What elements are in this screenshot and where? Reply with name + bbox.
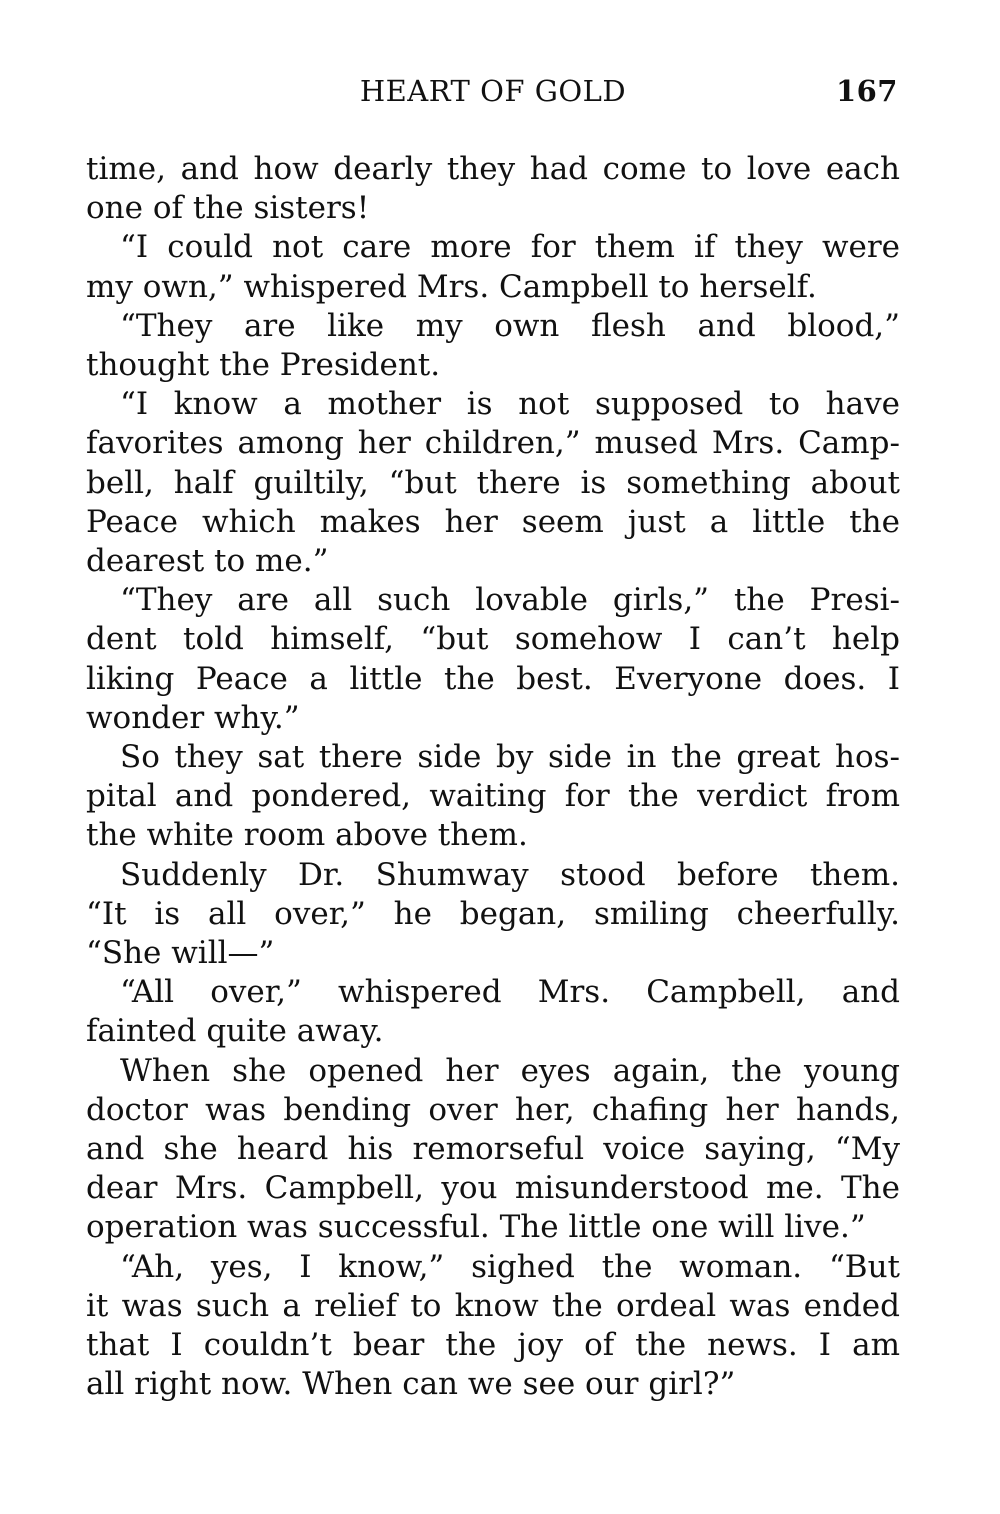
text-line: and she heard his remorseful voice saying, “My <box>86 1131 900 1168</box>
text-line: “They are all such lovable girls,” the Presi- <box>120 582 900 619</box>
text-line: “All over,” whispered Mrs. Campbell, and <box>120 974 900 1011</box>
paragraph-3 <box>86 307 900 385</box>
text-line: my own,” whispered Mrs. Campbell to herself. <box>86 268 817 305</box>
text-line: thought the President. <box>86 347 441 384</box>
running-head <box>86 70 900 114</box>
text-line: “I could not care more for them if they were <box>120 229 900 266</box>
text-line: “I know a mother is not supposed to have <box>120 386 900 423</box>
text-line: operation was successful. The little one will live.” <box>86 1209 866 1246</box>
text-line: So they sat there side by side in the great hos- <box>120 739 900 776</box>
body-text <box>86 150 900 1405</box>
text-line: that I couldn’t bear the joy of the news. I am <box>86 1327 900 1364</box>
text-line: dearest to me.” <box>86 543 329 580</box>
text-line: the white room above them. <box>86 817 528 854</box>
text-line: When she opened her eyes again, the young <box>120 1052 900 1089</box>
paragraph-10 <box>86 1248 900 1405</box>
text-line: it was such a relief to know the ordeal was ended <box>86 1287 900 1324</box>
text-line: liking Peace a little the best. Everyone does. I <box>86 660 900 697</box>
text-line: fainted quite away. <box>86 1013 384 1050</box>
text-line: “Ah, yes, I know,” sighed the woman. “But <box>120 1248 900 1285</box>
text-line: all right now. When can we see our girl?” <box>86 1366 736 1403</box>
text-line: bell, half guiltily, “but there is something about <box>86 464 900 501</box>
text-line: dent told himself, “but somehow I can’t help <box>86 621 900 658</box>
paragraph-9 <box>86 1052 900 1248</box>
text-line: doctor was bending over her, chafing her hands, <box>86 1091 900 1128</box>
paragraph-4 <box>86 385 900 581</box>
running-title: HEART OF GOLD <box>359 74 627 108</box>
text-line: dear Mrs. Campbell, you misunderstood me. The <box>86 1170 900 1207</box>
paragraph-5 <box>86 581 900 738</box>
paragraph-6 <box>86 738 900 856</box>
text-line: favorites among her children,” mused Mrs. Camp- <box>86 425 900 462</box>
text-line: “It is all over,” he began, smiling cheerfully. <box>86 895 900 932</box>
text-line: one of the sisters! <box>86 190 370 227</box>
paragraph-8 <box>86 973 900 1051</box>
paragraph-7 <box>86 856 900 974</box>
paragraph-1 <box>86 150 900 228</box>
text-line: Peace which makes her seem just a little the <box>86 503 900 540</box>
text-line: Suddenly Dr. Shumway stood before them. <box>120 856 900 893</box>
text-line: wonder why.” <box>86 699 300 736</box>
text-line: “She will—” <box>86 935 275 972</box>
page-number: 167 <box>835 74 898 108</box>
text-line: pital and pondered, waiting for the verdict from <box>86 778 900 815</box>
text-line: “They are like my own flesh and blood,” <box>120 307 900 344</box>
text-line: time, and how dearly they had come to love each <box>86 151 900 187</box>
paragraph-2 <box>86 228 900 306</box>
